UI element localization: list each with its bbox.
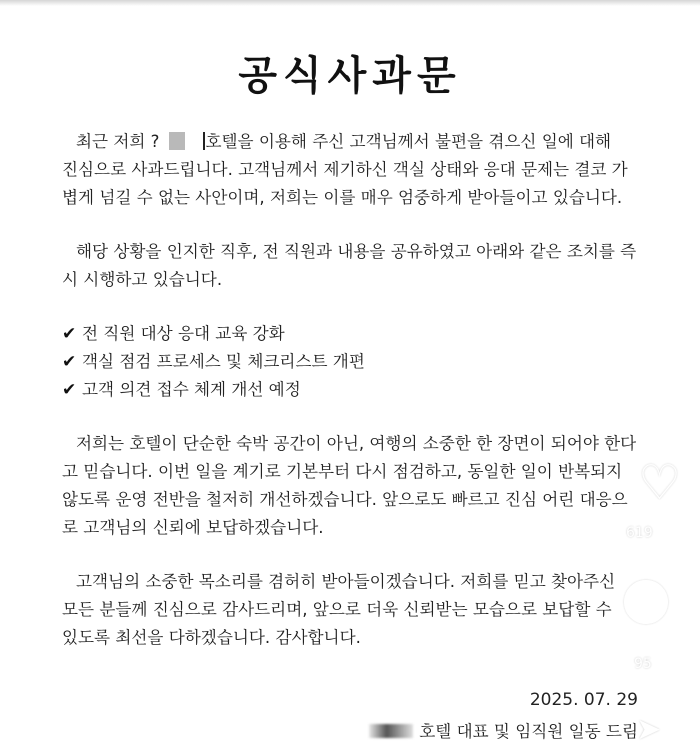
paragraph-line [62, 128, 642, 156]
signature-text: 호텔 대표 및 임직원 일동 드림 [419, 722, 638, 741]
document-date: 2025. 07. 29 [529, 690, 638, 710]
comment-icon[interactable] [624, 580, 668, 624]
list-item-label: 객실 점검 프로세스 및 체크리스트 개편 [82, 352, 365, 371]
check-icon: ✔ [62, 324, 77, 344]
redacted-hotel-name [169, 132, 185, 150]
comment-count: 95 [634, 656, 652, 672]
like-count: 619 [626, 525, 653, 541]
paper-plane-icon[interactable]: ➤ [636, 712, 662, 747]
paragraph-apology [62, 128, 642, 212]
paragraph-actions-intro [62, 238, 642, 294]
heart-icon[interactable]: ♡ [638, 455, 682, 511]
paragraph-line: 있도록 최선을 다하겠습니다. 감사합니다. [62, 628, 361, 647]
paragraph-thanks [62, 568, 642, 652]
check-icon: ✔ [62, 380, 77, 400]
paragraph-line: 해당 상황을 인지한 직후, 전 직원과 내용을 공유하였고 아래와 같은 조치를 즉 [76, 242, 637, 261]
paragraph-line: 모든 분들께 진심으로 감사드리며, 앞으로 더욱 신뢰받는 모습으로 보답할 수 [62, 600, 612, 619]
check-icon: ✔ [62, 352, 77, 372]
signature-line [369, 718, 638, 742]
paragraph-line: 시 시행하고 있습니다. [62, 270, 223, 289]
list-item [62, 320, 642, 348]
paragraph-line: 진심으로 사과드립니다. 고객님께서 제기하신 객실 상태와 응대 문제는 결코 가 [62, 160, 628, 179]
document-body [62, 128, 642, 678]
text-segment: 호텔을 이용해 주신 고객님께서 불편을 겪으신 일에 대해 [205, 132, 612, 151]
measures-list [62, 320, 642, 404]
top-divider [0, 0, 700, 6]
paragraph-line: 볍게 넘길 수 없는 사안이며, 저희는 이를 매우 엄중하게 받아들이고 있습니다. [62, 188, 623, 207]
paragraph-line: 로 고객님의 신뢰에 보답하겠습니다. [62, 518, 324, 537]
list-item-label: 전 직원 대상 응대 교육 강화 [82, 324, 285, 343]
paragraph-line: 고 믿습니다. 이번 일을 계기로 기본부터 다시 점검하고, 동일한 일이 반복되지 [62, 462, 623, 481]
paragraph-line: 저희는 호텔이 단순한 숙박 공간이 아닌, 여행의 소중한 한 장면이 되어야 한다 [76, 434, 637, 453]
text-segment: 최근 저희 ? [76, 132, 160, 151]
paragraph-commitment [62, 430, 642, 542]
page-title: 공식사과문 [238, 53, 462, 99]
paragraph-line: 않도록 운영 전반을 철저히 개선하겠습니다. 앞으로도 빠르고 진심 어린 대응으 [62, 490, 628, 509]
redacted-hotel-name [369, 724, 413, 738]
list-item [62, 348, 642, 376]
paragraph-line: 고객님의 소중한 목소리를 겸허히 받아들이겠습니다. 저희를 믿고 찾아주신 [76, 572, 616, 591]
list-item [62, 376, 642, 404]
list-item-label: 고객 의견 접수 체계 개선 예정 [82, 380, 301, 399]
